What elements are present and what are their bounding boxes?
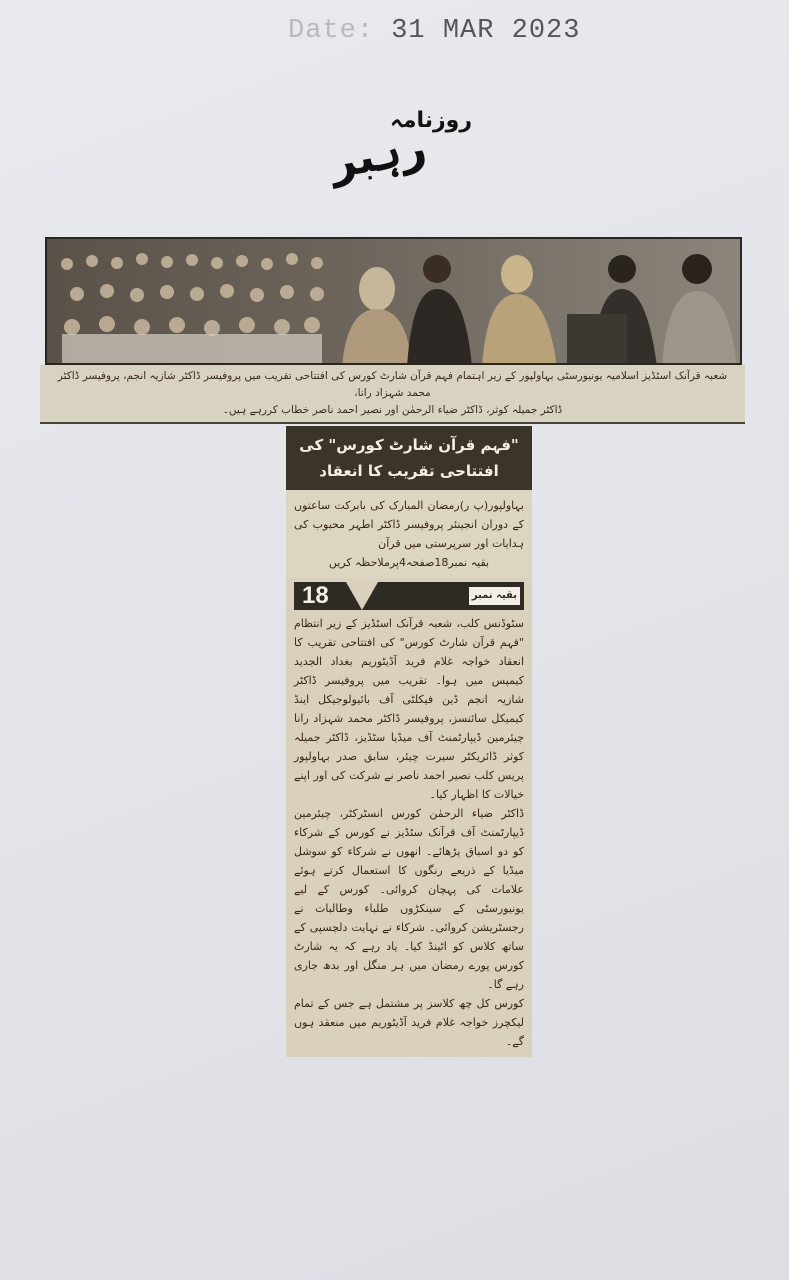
body-paragraph: کورس کل چھ کلاسز پر مشتمل ہے جس کے تمام لیکچرز خواجہ غلام فرید آڈیٹوریم میں منعقد ہوں گے۔ bbox=[294, 997, 524, 1048]
continued-reference: بقیہ نمبر18صفحہ4پرملاحظہ کریں bbox=[328, 556, 490, 569]
newspaper-masthead bbox=[320, 100, 490, 195]
masthead-name: رہبر bbox=[326, 122, 431, 189]
continuation-number: 18 bbox=[302, 582, 329, 609]
caption-line-1: شعبہ قرآنک اسٹڈیز اسلامیہ یونیورسٹی بہاولپور کے زیر اہتمام فہم قرآن شارٹ کورس کی افتتاحی تقریب میں پروفیسر ڈاکٹر شازیہ انجم، پروفیسر ڈاکٹر محمد شہزاد رانا، bbox=[57, 370, 728, 399]
continuation-column bbox=[286, 578, 532, 1057]
headline bbox=[286, 426, 532, 490]
masthead-abbr: روزنامہ bbox=[389, 108, 472, 133]
photo-caption bbox=[40, 365, 745, 424]
bar-notch bbox=[346, 582, 378, 610]
date-stamp-date: 31 MAR 2023 bbox=[391, 16, 581, 46]
intro-text: بہاولپور(پ ر)رمضان المبارک کی بابرکت ساعتوں کے دوران انجینئر پروفیسر ڈاکٹر اطہر محبوب کی ہدایات اور سرپرستی میں قرآن bbox=[294, 499, 524, 550]
news-photo bbox=[45, 237, 742, 365]
group-photo-icon bbox=[47, 239, 742, 365]
continuation-bar bbox=[294, 582, 524, 610]
caption-line-2: ڈاکٹر جمیلہ کوثر، ڈاکٹر ضیاء الرحمٰن اور نصیر احمد ناصر خطاب کررہے ہیں۔ bbox=[222, 404, 563, 416]
clipping bbox=[40, 237, 745, 1057]
headline-line-1: "فہم قرآن شارٹ کورس" کی bbox=[299, 436, 519, 454]
date-stamp bbox=[288, 16, 580, 46]
article-intro bbox=[286, 490, 532, 578]
continuation-label: بقیہ نمبر bbox=[469, 587, 520, 605]
date-stamp-prefix: Date: bbox=[288, 16, 375, 46]
article-column bbox=[286, 426, 532, 1057]
body-paragraph: ڈاکٹر ضیاء الرحمٰن کورس انسٹرکٹر، چیئرمین ڈیپارٹمنٹ آف قرآنک سٹڈیز نے کورس کے شرکاء کو دو اسباق پڑھائے۔ انھوں نے شرکاء کو سوشل میڈیا کے ذریعے رنگوں کا استعمال کرتے ہوئے علامات کی پہچان کروائی۔ کورس کے لیے یونیورسٹی کے سینکڑوں طلباء وطالبات نے رجسٹریشن کروائی۔ شرکاء نے نہایت دلچسپی کے ساتھ کلاس کو اٹینڈ کیا۔ یاد رہے کہ یہ شارٹ کورس پورے رمضان میں ہر منگل اور بدھ جاری رہے گا۔ bbox=[294, 807, 524, 991]
article-body bbox=[294, 614, 524, 1051]
body-paragraph: سٹوڈنس کلب، شعبہ قرآنک اسٹڈیز کے زیر انتظام "فہم قرآن شارٹ کورس" کی افتتاحی تقریب کا انعقاد خواجہ غلام فرید آڈیٹوریم بغداد الجدید کیمپس میں ہوا۔ تقریب میں پروفیسر ڈاکٹر شازیہ انجم ڈین فیکلٹی آف بائیولوجیکل اینڈ کیمیکل سائنسز، پروفیسر ڈاکٹر محمد شہزاد رانا چیئرمین ڈیپارٹمنٹ آف میڈیا سٹڈیز، ڈاکٹر جمیلہ کوثر ڈائریکٹر سیرت چیئر، سابق صدر بہاولپور پریس کلب نصیر احمد ناصر نے شرکت کی اور اپنے خیالات کا اظہار کیا۔ bbox=[294, 617, 524, 801]
headline-line-2: افتتاحی تقریب کا انعقاد bbox=[319, 462, 499, 480]
